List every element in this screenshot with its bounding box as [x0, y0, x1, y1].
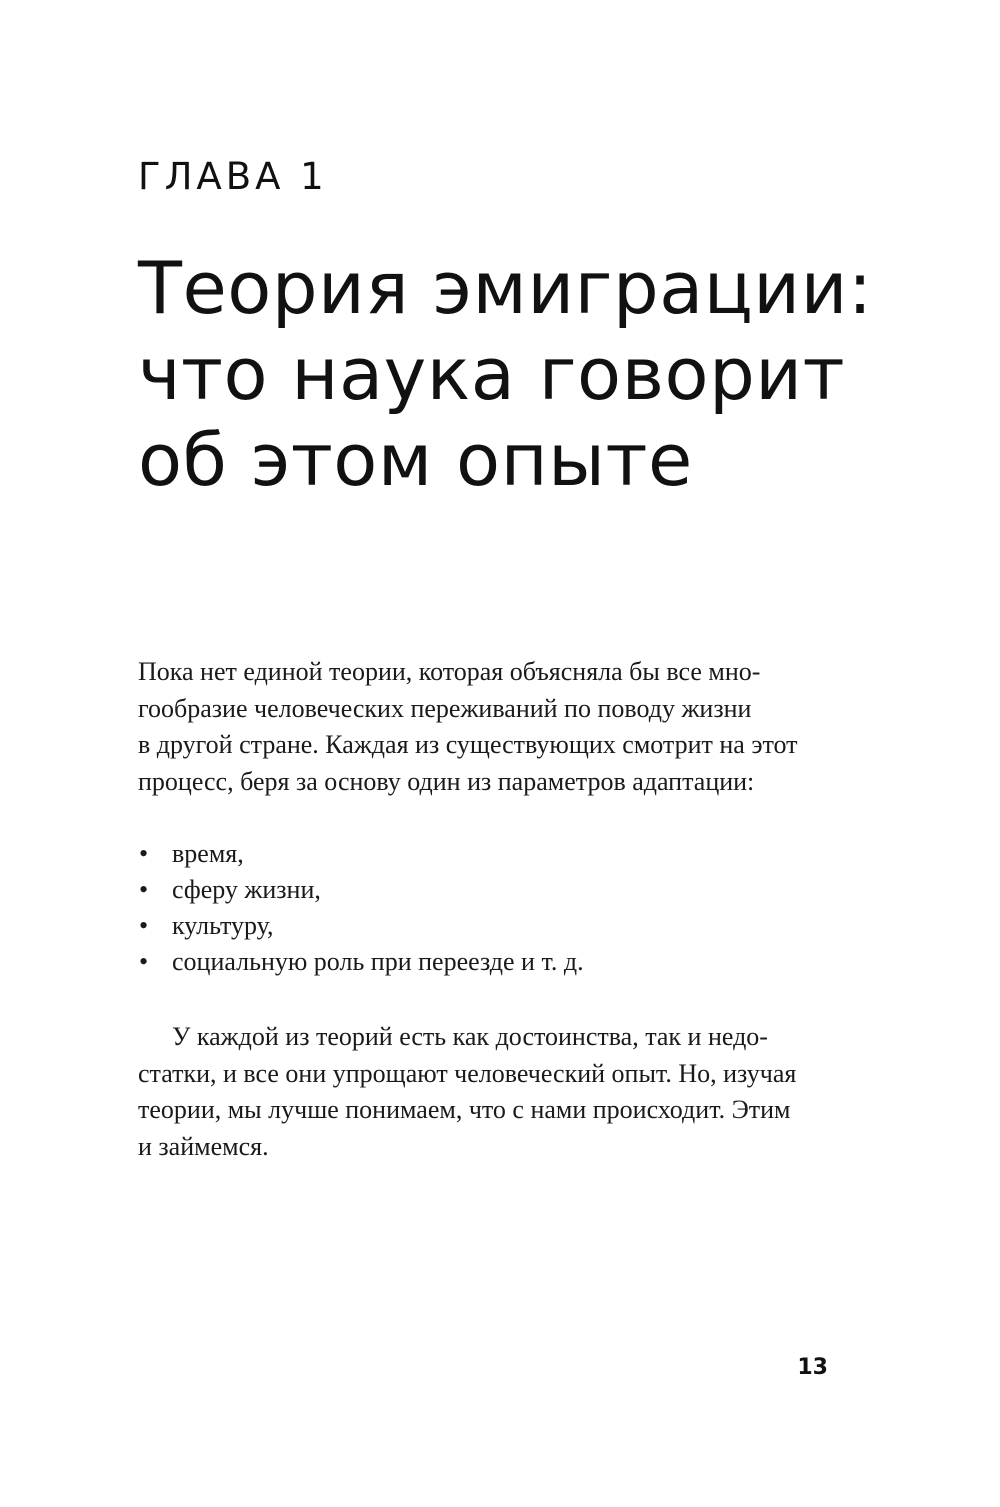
paragraph-line: процесс, беря за основу один из параметров адаптации:	[138, 766, 755, 796]
bullet-icon: •	[139, 875, 149, 904]
list-item	[138, 836, 584, 872]
list-item	[138, 872, 584, 908]
list-item-text: социальную роль при переезде и т. д.	[172, 947, 584, 976]
paragraph-line: гообразие человеческих переживаний по поводу жизни	[138, 693, 752, 723]
paragraph-line: и займемся.	[138, 1131, 269, 1161]
bullet-icon: •	[139, 911, 149, 940]
paragraph-line: статки, и все они упрощают человеческий опыт. Но, изучая	[138, 1058, 797, 1088]
bullet-icon: •	[139, 839, 149, 868]
paragraph-line: У каждой из теорий есть как достоинства, так и недо-	[172, 1022, 768, 1051]
list-item-text: культуру,	[172, 911, 274, 940]
paragraph-line: теории, мы лучше понимаем, что с нами происходит. Этим	[138, 1095, 791, 1124]
chapter-title-line: об этом опыте	[138, 418, 693, 502]
paragraph-line: Пока нет единой теории, которая объясняла бы все мно-	[138, 657, 761, 686]
list-item	[138, 908, 584, 944]
intro-paragraph	[138, 654, 830, 800]
chapter-title	[138, 245, 873, 503]
paragraph-line: в другой стране. Каждая из существующих смотрит на этот	[138, 730, 798, 759]
page-number: 13	[797, 1355, 828, 1380]
list-item-text: время,	[172, 839, 244, 868]
chapter-title-line: Теория эмиграции:	[138, 246, 873, 330]
chapter-title-line: что наука говорит	[138, 332, 846, 416]
outro-paragraph	[138, 1019, 830, 1165]
chapter-label: ГЛАВА 1	[138, 155, 328, 198]
bullet-list	[138, 836, 584, 980]
list-item	[138, 944, 584, 980]
bullet-icon: •	[139, 947, 149, 976]
list-item-text: сферу жизни,	[172, 875, 321, 904]
